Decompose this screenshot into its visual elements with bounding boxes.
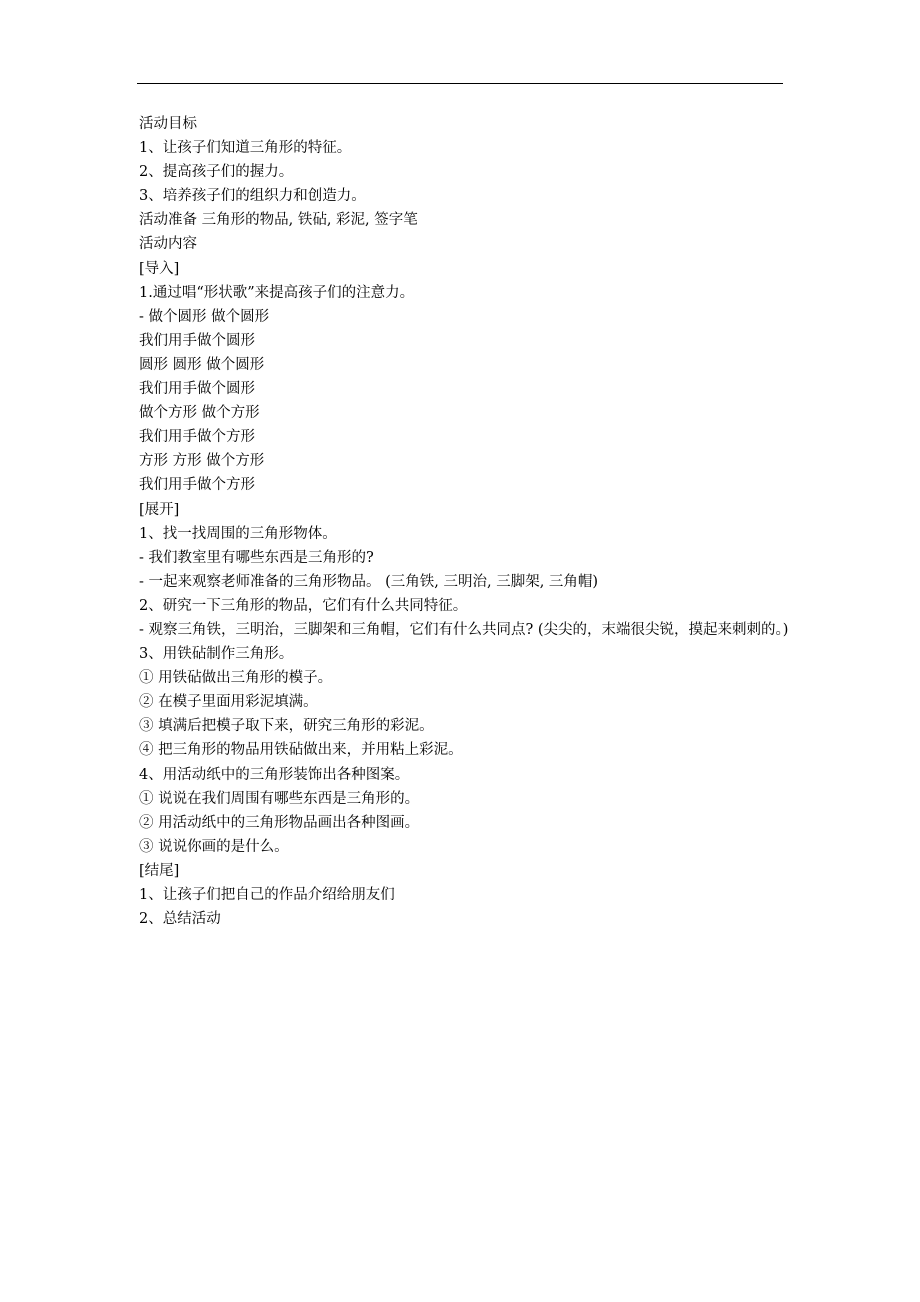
ending-item-1: 1、让孩子们把自己的作品介绍给朋友们 [139, 887, 395, 903]
goal-item-2: 2、提高孩子们的握力。 [139, 164, 294, 181]
section-intro: [导入] [139, 260, 180, 277]
development-item-1: 1、找一找周围的三角形物体。 [139, 525, 337, 542]
ending-item-2: 2、总结活动 [139, 911, 221, 928]
step-item: ③ 填满后把模子取下来，研究三角形的彩泥。 [139, 718, 434, 735]
activity-preparation: 活动准备 三角形的物品, 铁砧, 彩泥, 签字笔 [139, 212, 418, 229]
heading-activity-content: 活动内容 [139, 236, 197, 253]
song-line: 我们用手做个方形 [139, 429, 255, 446]
goal-item-3: 3、培养孩子们的组织力和创造力。 [139, 188, 366, 205]
song-line: 我们用手做个圆形 [139, 381, 255, 398]
goal-item-1: 1、让孩子们知道三角形的特征。 [139, 140, 352, 157]
step-item: ④ 把三角形的物品用铁砧做出来，并用粘上彩泥。 [139, 742, 463, 759]
section-ending: [结尾] [139, 862, 180, 879]
document-body [139, 112, 789, 931]
song-line: 我们用手做个方形 [139, 477, 255, 494]
song-line: 做个方形 做个方形 [139, 405, 260, 422]
step-item: ② 在模子里面用彩泥填满。 [139, 694, 318, 711]
step-item: ③ 说说你画的是什么。 [139, 838, 289, 855]
development-item-2: 2、研究一下三角形的物品，它们有什么共同特征。 [139, 597, 468, 614]
heading-activity-goals: 活动目标 [139, 116, 197, 132]
song-line: 方形 方形 做个方形 [139, 453, 265, 470]
section-development: [展开] [139, 501, 180, 518]
development-subitem: - 我们教室里有哪些东西是三角形的? [139, 549, 374, 566]
development-subitem: - 一起来观察老师准备的三角形物品。 (三角铁, 三明治, 三脚架, 三角帽) [139, 573, 599, 590]
step-item: ① 用铁砧做出三角形的模子。 [139, 670, 333, 687]
song-line: 圆形 圆形 做个圆形 [139, 356, 265, 373]
development-subitem: - 观察三角铁，三明治，三脚架和三角帽，它们有什么共同点? (尖尖的，末端很尖锐，摸起来刺刺的。) [139, 621, 789, 638]
song-line: 我们用手做个圆形 [139, 332, 255, 349]
header-rule [137, 83, 783, 84]
song-line: - 做个圆形 做个圆形 [139, 308, 270, 325]
intro-item-1: 1.通过唱“形状歌”来提高孩子们的注意力。 [139, 284, 415, 301]
step-item: ① 说说在我们周围有哪些东西是三角形的。 [139, 790, 420, 807]
step-item: ② 用活动纸中的三角形物品画出各种图画。 [139, 814, 420, 831]
development-item-3: 3、用铁砧制作三角形。 [139, 646, 294, 663]
development-item-4: 4、用活动纸中的三角形装饰出各种图案。 [139, 766, 410, 783]
